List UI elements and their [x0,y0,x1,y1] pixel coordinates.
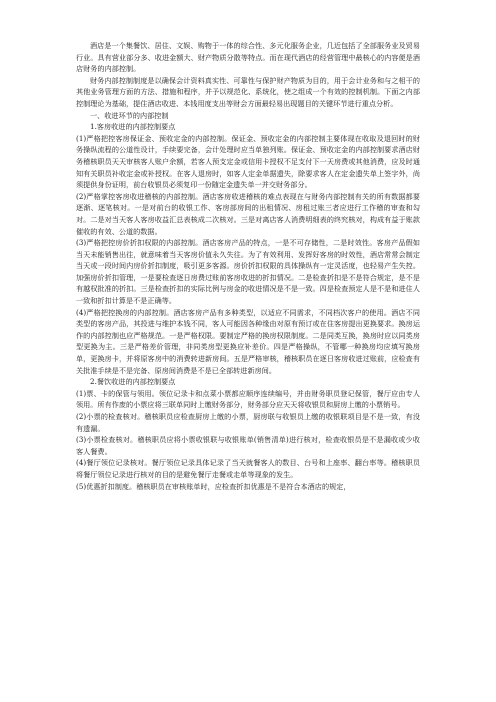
ticket-check-paragraph: (2)小票的检查核对。稽核职员应检查厨房上缴的小票，厨房联与收银员上缴的收银联项目是不是一致，有没有遗漏。 [76,412,420,433]
ticket-reconcile-paragraph: (3)小票检查核对。稽核职员应将小票收银联与收银账单(销售清单)进行核对，检查收银员是不是漏收或少收客人餐费。 [76,435,420,456]
discount-policy-paragraph: (5)优惠折扣制度。稽核职员在审核账单时，应检查折扣优惠是不是符合本酒店的规定， [76,481,351,491]
room-deposit-paragraph: (1)严格把控客房保证金、预收定金的内部控制。保证金、预收定金的内部控制主要体现在收取及退回时的财务操纵流程的公道性设计，手续要完备，会计处理时应当单独列账。保证金、预收定金的内部控制要求酒店财务稽核职员天天审核客人账户余额，若客人预支定金或信用卡授权不足支付下一天房费或其他消费，应及时通知有关职员补收定金或补授权。在客人退房时，如客人定金单据遗失，除要求客人在定金遗失单上签字外，尚须提供身份证明，前台收银员必须复印一份随定金遗失单一并交财务部分。 [76,133,420,190]
purpose-paragraph: 财务内部控制制度是以确保会计资料真实性、可靠性与保护财产物质为目的，用于会计业务和与之相干的其他业务管理方面的方法、措施和程序，并予以规范化、系统化，使之组成一个有效的控制机制。下面之内部控制理论为基础，提住酒店收进、本钱用度支出等财会方面最轻易出现题目的关键环节进行重点分析。 [76,75,420,108]
subsection-heading-room-revenue: 1.客房收进的内部控制要点 [90,122,176,132]
intro-paragraph: 酒店是一个集餐饮、居住、文娱、购物于一体的综合性、多元化服务企业，几近包括了全部服务业及贸易行业。具有营业部分多、收进金额大、财产物质分散等特点。而在现代酒店的经营管理中最核心的内容便是酒店财务的内部控制。 [76,41,420,74]
seating-record-paragraph: (4)餐厅领位记录核对。餐厅领位记录具体记录了当天就餐客人的数目、台号和上座率、翻台率等。稽核职员将餐厅领位记录进行核对的目的是避免餐厅走餐或走单等现象的发生。 [76,458,420,479]
subsection-heading-catering-revenue: 2.餐饮收进的内部控制要点 [90,377,176,387]
ticket-custody-paragraph: (1)票、卡的保管与领用。领位记录卡和点菜小票都应顺序连续编号，并由财务职员登记保管，餐厅应由专人领用。所有作废的小票应将三联单同时上缴财务部分，财务部分应天天将收银员和厨房上缴的小票销号。 [76,388,420,410]
room-discount-paragraph: (3)严格把控房价折扣权限的内部控制。酒店客房产品的特点，一是不可存储性，二是时效性。客房产品假如当天未能销售出往，就意味着当天客房价值永久失往。为了有效利用、发挥好客房的时效性，酒店常常会制定当天或一段时间内房价折扣制度，吸引更多客源。房价折扣权限的具体操纵有一定灵活度，也轻易产生失控。加强房价折扣管理，一是要检查逐日房费过账前客房收进的折扣情况。二是检查折扣是不是符合规定，是不是有越权批准的折扣。三是检查折扣的实际比例与房金的收进情况是不是一致。四是检查预定人是不是和进住人一致和折扣计算是不是正确等。 [76,238,420,306]
section-heading-revenue-control: 一、收进环节的内部控制 [90,110,169,120]
room-audit-paragraph: (2)严格掌控客房收进稽核的内部控制。酒店客房收进稽核的难点表现在与财务内部控制有关的所有数据都要逐渐、逐笔核对。一是对前台的收银工作、客房部房间的出租情况、房租过账三者应进行工作稽的审查和勾对。二是对当天客人客房收益汇总表核成二次核对。三是对离店客人消费明细表的终究核对，构成有益于账款催收的有效、公道的数据。 [76,191,420,236]
room-change-paragraph: (4)严格把控换房的内部控制。酒店客房产品有多种类型，以适应不同需求，不同档次客户的使用。酒店不同类型的客房产品，其投进与维护本钱不同，客人可能因各种缘由对原有预订或在住客房提出更换要求。换房运作的内部控制也应严格规范。一是严格权限。要制定严格的换房权限制度。二是同类互换，换房时应以同类房型更换为主。三是严格差价管理，非同类房型更换应补差价。四是严格操纵，不管哪一种换房均应填写换房单，更换房卡，并将原客房中的消费转进新房间。五是严格审核，稽核职员在逐日客房收进过账前，应检查有关批准手续是不是完备、原房间消费是不是已全部转进新房间。 [76,307,420,375]
